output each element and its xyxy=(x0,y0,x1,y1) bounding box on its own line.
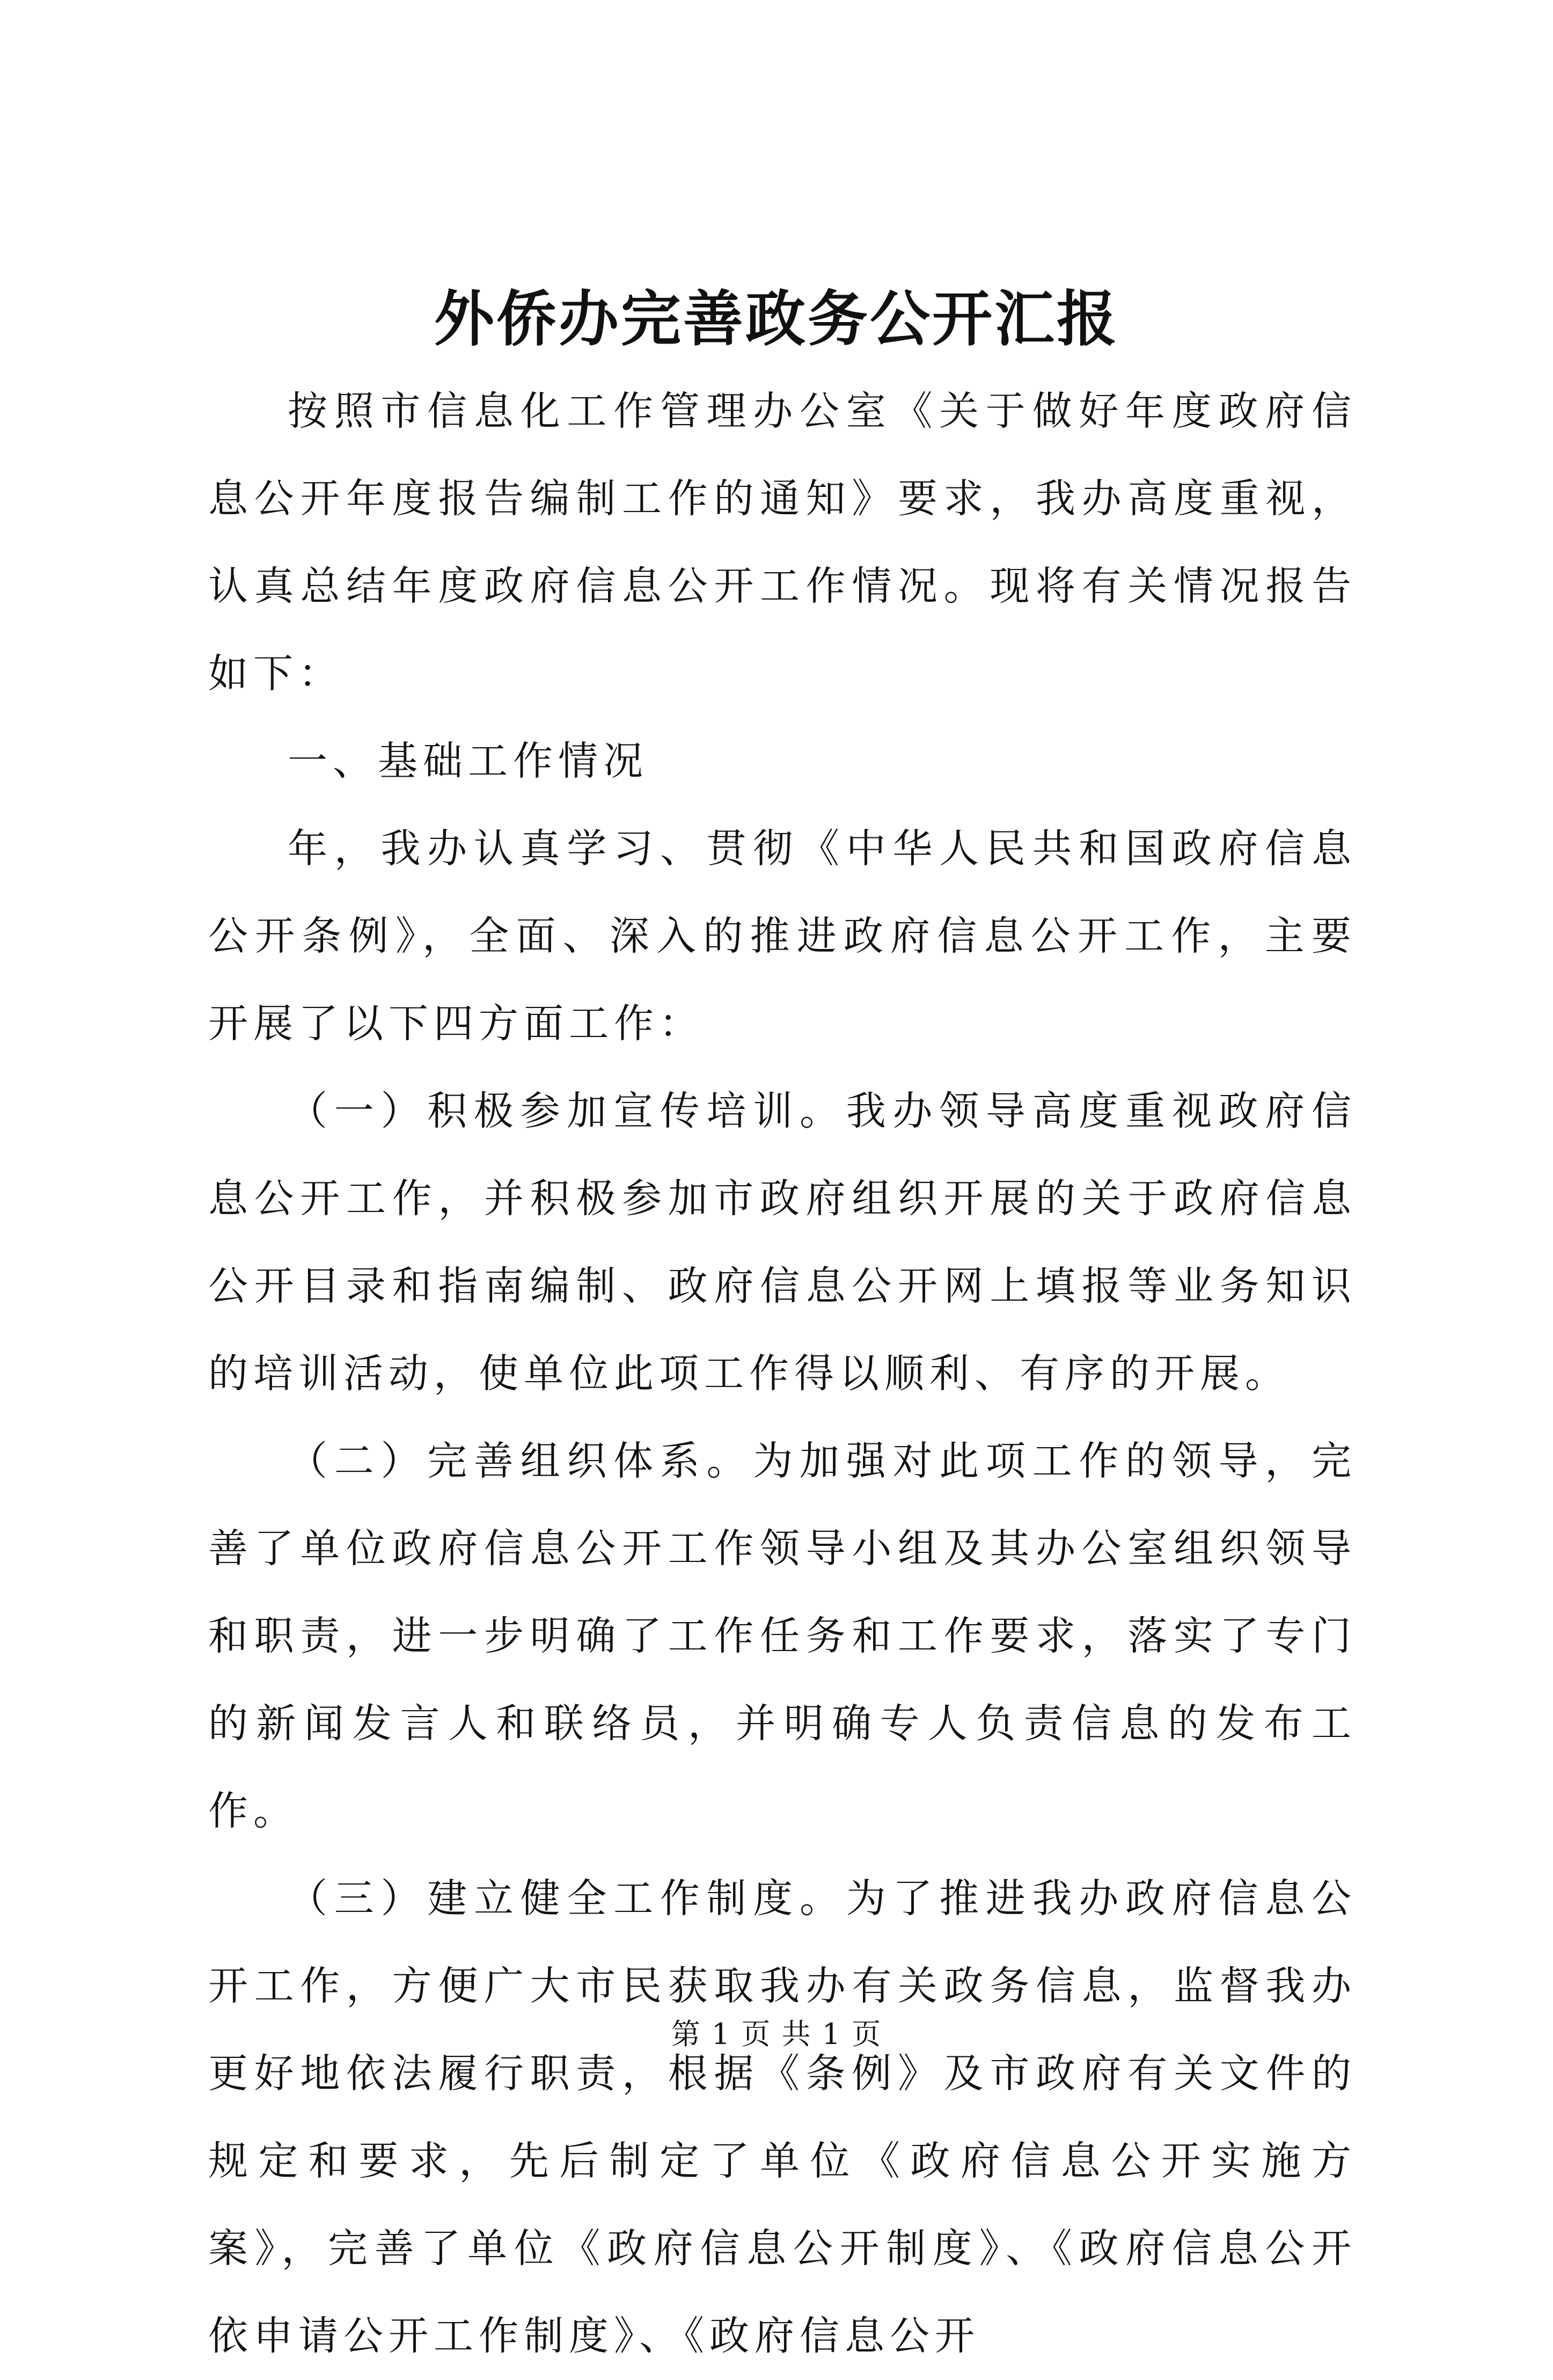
paragraph-overview: 年，我办认真学习、贯彻《中华人民共和国政府信息公开条例》，全面、深入的推进政府信息公开工作，主要开展了以下四方面工作： xyxy=(208,826,1357,1047)
page-footer: 第 1 页 共 1 页 xyxy=(671,2017,882,2051)
paragraph-item-3: （三）建立健全工作制度。为了推进我办政府信息公开工作，方便广大市民获取我办有关政务信息，监督我办更好地依法履行职责，根据《条例》及市政府有关文件的规定和要求，先后制定了单位《政府信息公开实施方案》，完善了单位《政府信息公开制度》、《政府信息公开依申请公开工作制度》、《政府信息公开 xyxy=(208,1875,1357,2359)
document-title: 外侨办完善政务公开汇报 xyxy=(434,284,1119,354)
paragraph-item-1: （一）积极参加宣传培训。我办领导高度重视政府信息公开工作，并积极参加市政府组织开展的关于政府信息公开目录和指南编制、政府信息公开网上填报等业务知识的培训活动，使单位此项工作得以顺利、有序的开展。 xyxy=(208,1088,1357,1397)
paragraph-item-2: （二）完善组织体系。为加强对此项工作的领导，完善了单位政府信息公开工作领导小组及其办公室组织领导和职责，进一步明确了工作任务和工作要求，落实了专门的新闻发言人和联络员，并明确专人负责信息的发布工作。 xyxy=(208,1438,1357,1834)
document-body xyxy=(208,368,1357,2380)
paragraph-intro: 按照市信息化工作管理办公室《关于做好年度政府信息公开年度报告编制工作的通知》要求，我办高度重视，认真总结年度政府信息公开工作情况。现将有关情况报告如下： xyxy=(208,388,1357,697)
section-heading-basic-work: 一、基础工作情况 xyxy=(288,738,648,784)
